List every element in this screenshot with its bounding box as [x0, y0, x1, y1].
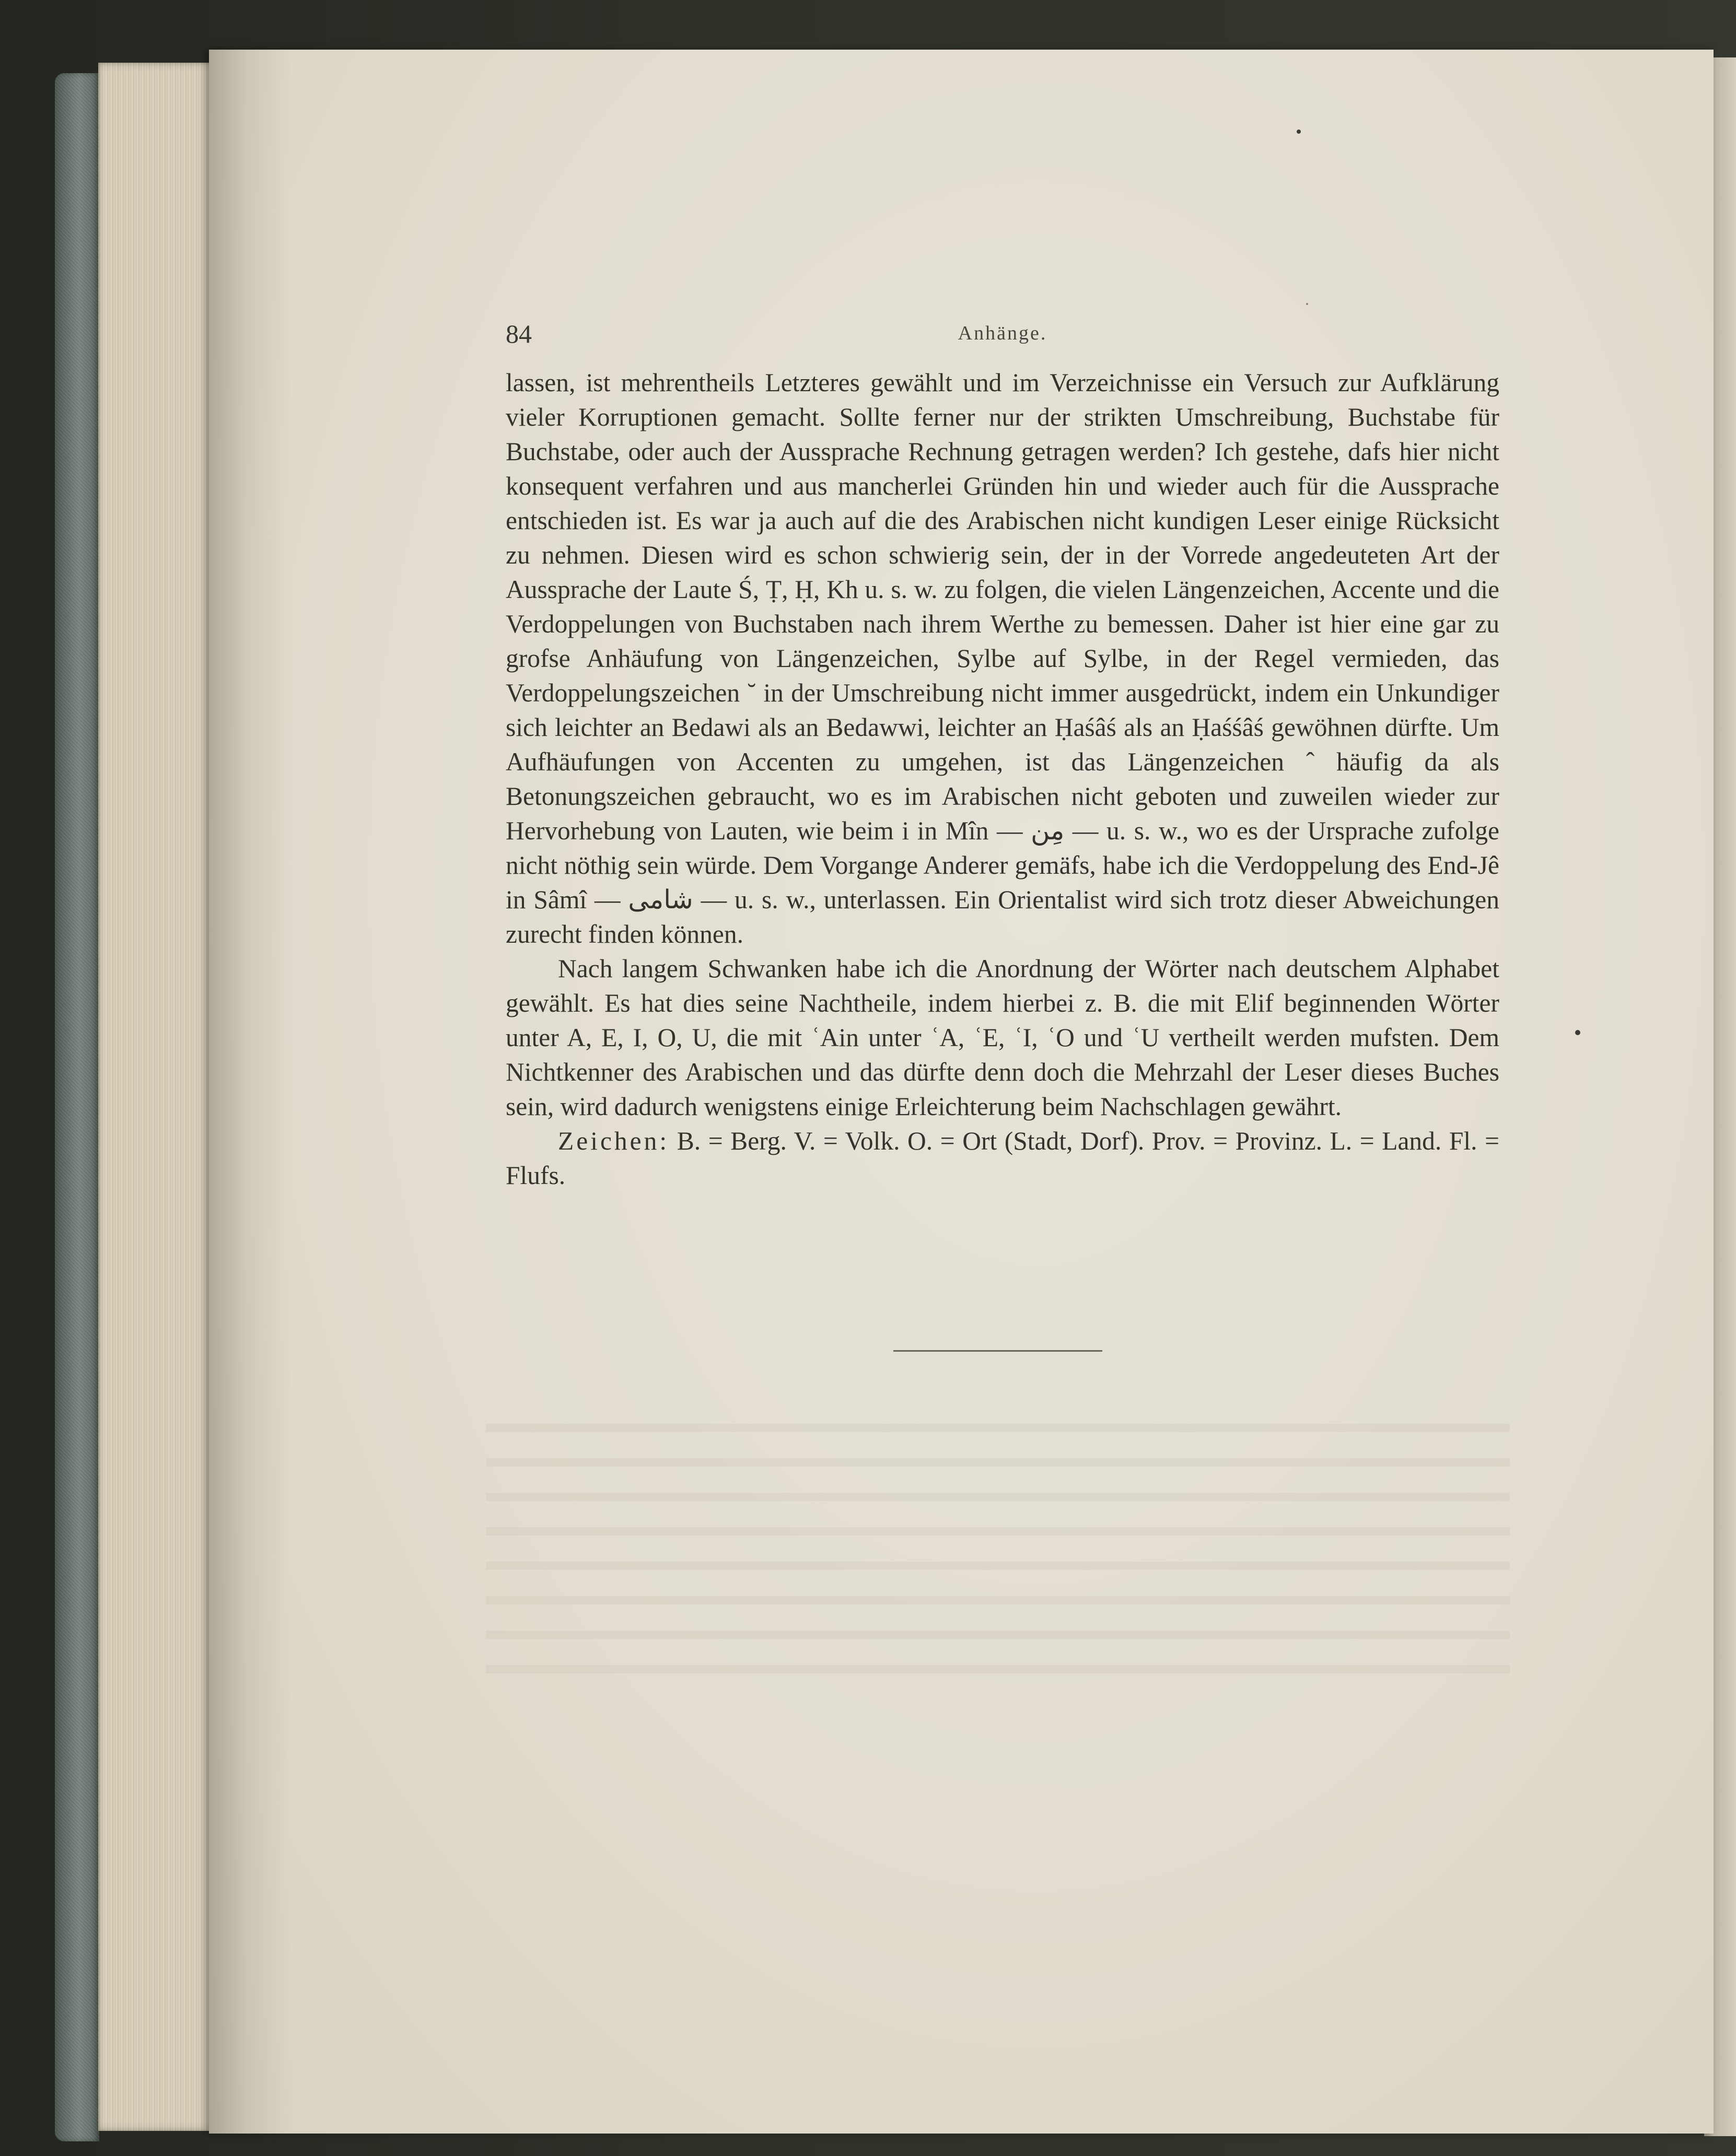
page-edges — [98, 63, 218, 2131]
body-text — [506, 366, 1499, 1193]
book-binding — [55, 73, 99, 2141]
paper-speck — [1575, 1030, 1580, 1035]
legend-label: Zeichen: — [558, 1127, 670, 1155]
paper-speck — [1297, 130, 1301, 134]
paragraph-alphabet-order: Nach langem Schwanken habe ich die Anordnung der Wörter nach deutschem Alphabet gewählt. Es hat dies seine Nachtheile, indem hierbei z. B. die mit Elif beginnenden Wörter unter A, E, I, O, U, die mit ʿAin unter ʿA, ʿE, ʿI, ʿO und ʿU vertheilt werden mufsten. Dem Nichtkenner des Arabischen und das dürfte denn doch die Mehrzahl der Leser dieses Buches sein, wird dadurch wenigstens einige Erleichterung beim Nachschlagen gewährt. — [506, 954, 1499, 1121]
paragraph-transliteration: lassen, ist mehrentheils Letzteres gewählt und im Verzeichnisse ein Versuch zur Aufklärung vieler Korruptionen gemacht. Sollte ferner nur der strikten Umschreibung, Buchstabe für Buchstabe, oder auch der Aussprache Rechnung getragen werden? Ich gestehe, dafs hier nicht konsequent verfahren und aus mancherlei Gründen hin und wieder auch für die Aussprache entschieden ist. Es war ja auch auf die des Arabischen nicht kundigen Leser einige Rücksicht zu nehmen. Diesen wird es schon schwierig sein, der in der Vorrede angedeuteten Art der Aussprache der Laute Ś, Ṭ, Ḥ, Kh u. s. w. zu folgen, die vielen Längenzeichen, Accente und die Verdoppelungen von Buchstaben nach ihrem Werthe zu bemessen. Daher ist hier eine gar zu grofse Anhäufung von Längenzeichen, Sylbe auf Sylbe, in der Regel vermieden, das Verdoppelungszeichen ˘ in der Umschreibung nicht immer ausgedrückt, indem ein Unkundiger sich leichter an Bedawi als an Bedawwi, leichter an Ḥaśâś als an Ḥaśśâś gewöhnen dürfte. Um Aufhäufungen von Accenten zu umgehen, ist das Längenzeichen ˆ häufig da als Betonungszeichen gebraucht, wo es im Arabischen nicht geboten und zuweilen wieder zur Hervorhebung von Lauten, wie beim i in Mîn — مِن — u. s. w., wo es der Ursprache zufolge nicht nöthig sein würde. Dem Vorgange Anderer gemäfs, habe ich die Verdoppelung des End-Jê in Sâmî — شامى — u. s. w., unterlassen. Ein Orientalist wird sich trotz dieser Abweichungen zurecht finden können. — [506, 368, 1499, 948]
legend-text: B. = Berg. V. = Volk. O. = Ort (Stadt, Dorf). Prov. = Provinz. L. = Land. Fl. = Flufs. — [506, 1127, 1500, 1190]
page-number: 84 — [506, 319, 532, 348]
binding-cloth-texture — [55, 73, 99, 2141]
legend-paragraph — [506, 1124, 1499, 1193]
paper-speck — [1306, 303, 1308, 305]
running-head — [506, 319, 1499, 355]
running-title: Anhänge. — [958, 322, 1047, 344]
section-end-rule — [893, 1350, 1102, 1352]
